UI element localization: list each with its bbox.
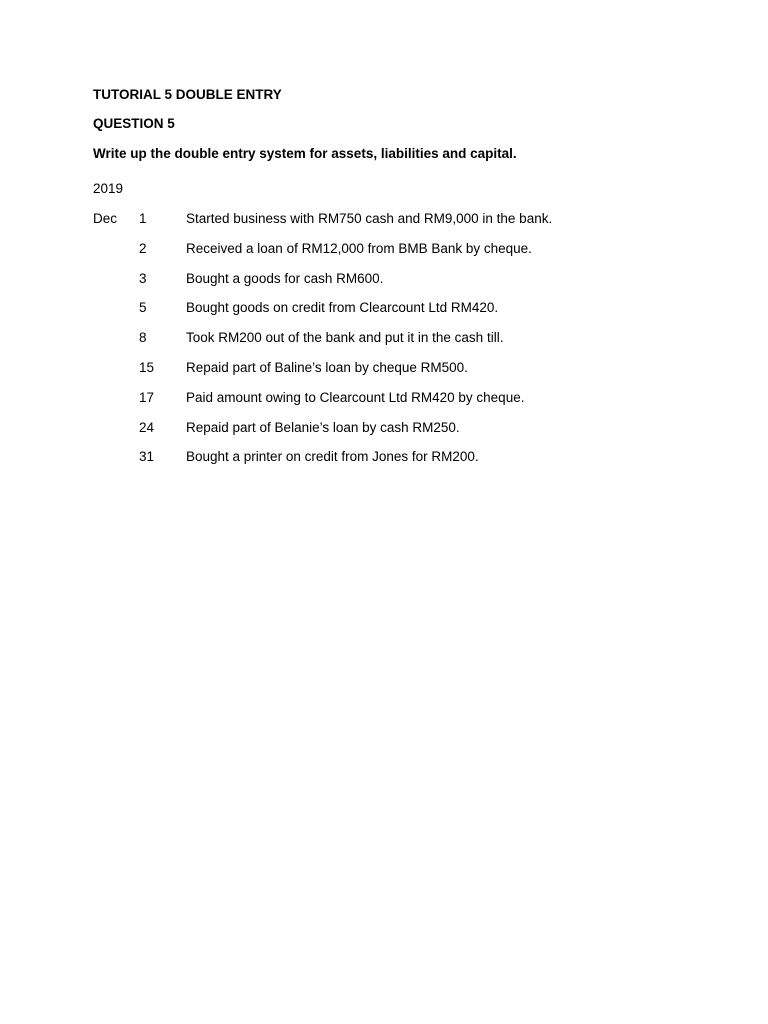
transaction-month (93, 300, 139, 330)
transaction-description: Bought goods on credit from Clearcount Ltd RM420. (186, 300, 499, 316)
transaction-month (93, 330, 139, 360)
transaction-month (93, 241, 139, 271)
transaction-month: Dec (93, 211, 118, 226)
transaction-row (93, 211, 552, 241)
document-title: TUTORIAL 5 DOUBLE ENTRY (93, 87, 282, 102)
transaction-row (93, 390, 552, 420)
question-instruction: Write up the double entry system for assets, liabilities and capital. (93, 146, 517, 161)
transaction-month (93, 449, 139, 479)
transaction-description: Started business with RM750 cash and RM9,000 in the bank. (186, 211, 553, 226)
transaction-month (93, 390, 139, 420)
transaction-description: Received a loan of RM12,000 from BMB Bank by cheque. (186, 240, 532, 256)
transaction-day: 15 (139, 359, 155, 375)
transaction-month (93, 271, 139, 301)
transaction-description: Repaid part of Belanie’s loan by cash RM250. (186, 419, 460, 435)
transaction-month (93, 420, 139, 450)
transaction-row (93, 420, 552, 450)
transaction-row (93, 241, 552, 271)
transaction-description: Took RM200 out of the bank and put it in the cash till. (186, 330, 504, 346)
transaction-row (93, 300, 552, 330)
transaction-description: Bought a printer on credit from Jones for RM200. (186, 449, 479, 465)
transaction-month (93, 360, 139, 390)
transaction-row (93, 449, 552, 479)
transaction-description: Paid amount owing to Clearcount Ltd RM420 by cheque. (186, 389, 525, 405)
transaction-row (93, 271, 552, 301)
transaction-list (93, 211, 552, 479)
year-label: 2019 (93, 181, 124, 196)
transaction-day: 8 (139, 330, 147, 346)
transaction-day: 2 (139, 240, 147, 256)
transaction-day: 3 (139, 270, 147, 286)
transaction-description: Bought a goods for cash RM600. (186, 270, 384, 286)
transaction-day: 5 (139, 300, 147, 316)
transaction-day: 17 (139, 389, 155, 405)
transaction-day: 24 (139, 419, 155, 435)
transaction-day: 31 (139, 449, 155, 465)
transaction-row (93, 330, 552, 360)
transaction-day: 1 (139, 211, 147, 226)
transaction-row (93, 360, 552, 390)
transaction-description: Repaid part of Baline’s loan by cheque RM500. (186, 359, 468, 375)
question-heading: QUESTION 5 (93, 116, 175, 131)
